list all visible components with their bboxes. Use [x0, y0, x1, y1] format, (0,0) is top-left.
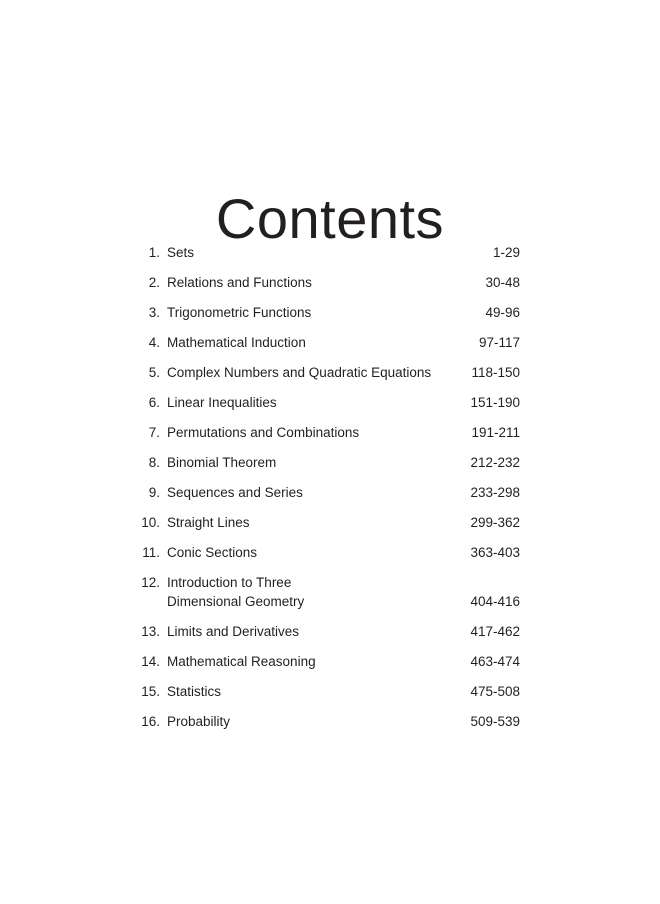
chapter-title-text: Sequences and Series — [167, 485, 303, 500]
page-range: 49-96 — [485, 305, 520, 320]
toc-entry — [130, 646, 520, 676]
chapter-title-text: Introduction to Three — [167, 575, 292, 590]
toc-entry — [130, 357, 520, 387]
chapter-title-text: Complex Numbers and Quadratic Equations — [167, 365, 432, 380]
chapter-title-text: Permutations and Combinations — [167, 425, 360, 440]
chapter-title — [160, 513, 440, 537]
toc-entry — [130, 387, 520, 417]
toc-entry — [130, 267, 520, 297]
chapter-title — [160, 573, 440, 616]
chapter-number: 10. — [141, 515, 160, 530]
chapter-title-text: Mathematical Reasoning — [167, 654, 316, 669]
chapter-title-text: Trigonometric Functions — [167, 305, 312, 320]
chapter-title — [160, 333, 440, 357]
chapter-number: 9. — [148, 485, 160, 500]
page-range: 191-211 — [471, 425, 520, 440]
chapter-title-text: Limits and Derivatives — [167, 624, 300, 639]
chapter-title-text: Binomial Theorem — [167, 455, 277, 470]
chapter-title — [160, 483, 440, 507]
chapter-title-text: Sets — [167, 245, 195, 260]
chapter-title — [160, 453, 440, 477]
toc-entry — [130, 567, 520, 616]
chapter-number: 3. — [148, 305, 160, 320]
chapter-title — [160, 273, 440, 297]
page-range: 233-298 — [470, 485, 520, 500]
page-range: 30-48 — [485, 275, 520, 290]
chapter-number: 6. — [148, 395, 160, 410]
chapter-number: 8. — [148, 455, 160, 470]
chapter-title — [160, 712, 440, 736]
chapter-number: 12. — [141, 575, 160, 590]
chapter-title-text: Probability — [167, 714, 231, 729]
page-range: 1-29 — [492, 245, 520, 260]
chapter-title-text: Straight Lines — [167, 515, 250, 530]
chapter-title — [160, 393, 440, 417]
chapter-number: 16. — [141, 714, 160, 729]
chapter-title — [160, 682, 440, 706]
chapter-number: 15. — [141, 684, 160, 699]
page-range: 404-416 — [470, 594, 520, 609]
table-of-contents — [130, 237, 520, 736]
chapter-title-text: Statistics — [167, 684, 222, 699]
toc-entry — [130, 447, 520, 477]
chapter-number: 7. — [148, 425, 160, 440]
chapter-title — [160, 543, 440, 567]
chapter-title — [160, 303, 440, 327]
page-range: 463-474 — [470, 654, 520, 669]
chapter-number: 4. — [148, 335, 160, 350]
chapter-title-text: Relations and Functions — [167, 275, 312, 290]
toc-entry — [130, 616, 520, 646]
page-range: 509-539 — [470, 714, 520, 729]
chapter-number: 13. — [141, 624, 160, 639]
page-range: 151-190 — [470, 395, 520, 410]
chapter-title-text: Linear Inequalities — [167, 395, 277, 410]
chapter-title-text-continued: Dimensional Geometry — [167, 594, 305, 609]
toc-entry — [130, 537, 520, 567]
toc-entry — [130, 327, 520, 357]
page-title: Contents — [215, 186, 445, 250]
chapter-title-text: Conic Sections — [167, 545, 258, 560]
toc-entry — [130, 417, 520, 447]
chapter-title-text: Mathematical Induction — [167, 335, 306, 350]
toc-entry — [130, 507, 520, 537]
chapter-number: 1. — [148, 245, 160, 260]
chapter-title — [160, 652, 440, 676]
page-range: 118-150 — [471, 365, 520, 380]
chapter-title — [160, 423, 440, 447]
toc-entry — [130, 676, 520, 706]
toc-entry — [130, 477, 520, 507]
page-range: 417-462 — [470, 624, 520, 639]
chapter-number: 11. — [142, 545, 160, 560]
toc-entry — [130, 297, 520, 327]
toc-entry — [130, 706, 520, 736]
chapter-title — [160, 243, 440, 267]
chapter-number: 5. — [148, 365, 160, 380]
chapter-number: 14. — [141, 654, 160, 669]
toc-entry — [130, 237, 520, 267]
page-range: 299-362 — [470, 515, 520, 530]
page-range: 475-508 — [470, 684, 520, 699]
page-range: 363-403 — [470, 545, 520, 560]
chapter-number: 2. — [148, 275, 160, 290]
chapter-title — [160, 363, 440, 387]
page-range: 212-232 — [470, 455, 520, 470]
page-range: 97-117 — [478, 335, 520, 350]
chapter-title — [160, 622, 440, 646]
